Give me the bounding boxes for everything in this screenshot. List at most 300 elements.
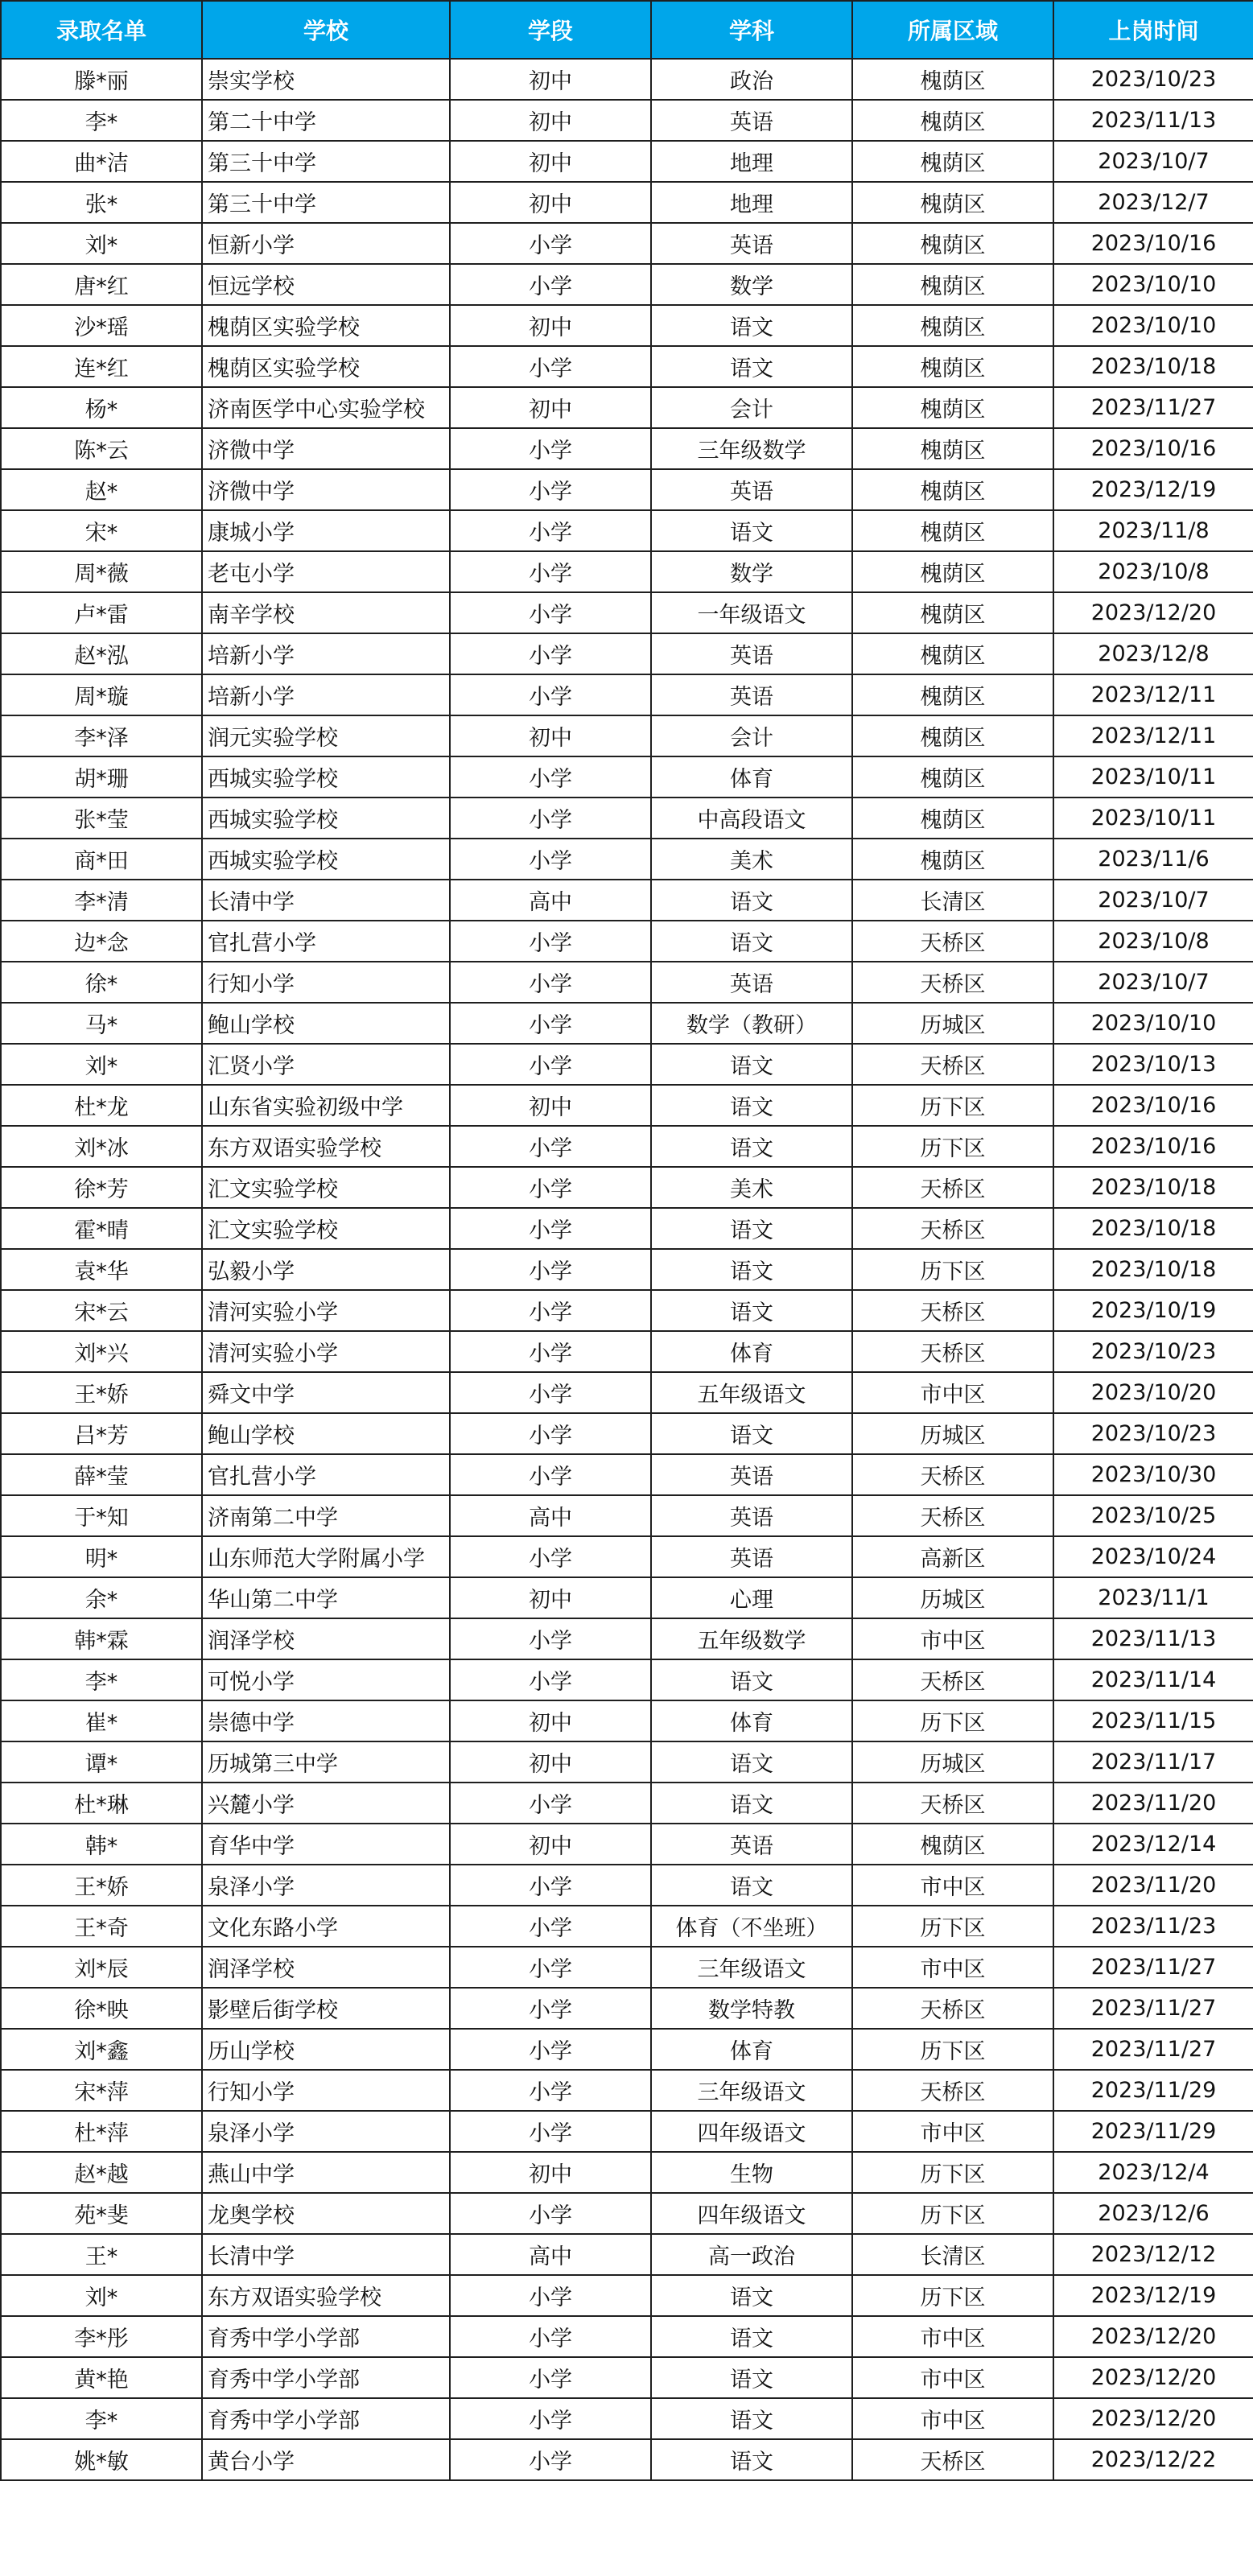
cell-district: 槐荫区 [852, 715, 1053, 756]
cell-district: 历城区 [852, 1003, 1053, 1044]
cell-start-date: 2023/12/20 [1053, 2398, 1253, 2439]
cell-district: 历下区 [852, 2275, 1053, 2316]
cell-district: 天桥区 [852, 1454, 1053, 1495]
cell-name: 韩* [1, 1824, 202, 1865]
cell-school: 第三十中学 [202, 141, 450, 182]
table-row [1, 880, 1253, 921]
cell-stage: 小学 [450, 510, 651, 551]
cell-district: 天桥区 [852, 962, 1053, 1003]
cell-stage: 小学 [450, 1783, 651, 1824]
cell-stage: 小学 [450, 839, 651, 880]
cell-start-date: 2023/11/14 [1053, 1659, 1253, 1700]
cell-school: 可悦小学 [202, 1659, 450, 1700]
cell-start-date: 2023/10/8 [1053, 921, 1253, 962]
cell-subject: 英语 [651, 633, 852, 674]
cell-school: 清河实验小学 [202, 1331, 450, 1372]
cell-school: 行知小学 [202, 2070, 450, 2111]
cell-school: 山东师范大学附属小学 [202, 1536, 450, 1577]
cell-district: 市中区 [852, 2398, 1053, 2439]
cell-stage: 初中 [450, 59, 651, 100]
table-row [1, 1536, 1253, 1577]
table-row [1, 428, 1253, 469]
cell-start-date: 2023/12/6 [1053, 2193, 1253, 2234]
header-subject: 学科 [651, 1, 852, 59]
cell-name: 曲*洁 [1, 141, 202, 182]
cell-stage: 小学 [450, 756, 651, 798]
header-row [1, 1, 1253, 59]
cell-stage: 初中 [450, 715, 651, 756]
table-row [1, 551, 1253, 592]
cell-district: 天桥区 [852, 1495, 1053, 1536]
cell-subject: 语文 [651, 305, 852, 346]
cell-school: 弘毅小学 [202, 1249, 450, 1290]
cell-name: 陈*云 [1, 428, 202, 469]
cell-school: 南辛学校 [202, 592, 450, 633]
cell-district: 市中区 [852, 2357, 1053, 2398]
table-row [1, 141, 1253, 182]
cell-subject: 政治 [651, 59, 852, 100]
cell-school: 育华中学 [202, 1824, 450, 1865]
cell-name: 刘* [1, 1044, 202, 1085]
cell-start-date: 2023/10/10 [1053, 305, 1253, 346]
cell-school: 东方双语实验学校 [202, 1126, 450, 1167]
cell-district: 天桥区 [852, 1331, 1053, 1372]
cell-subject: 语文 [651, 2316, 852, 2357]
cell-district: 天桥区 [852, 2070, 1053, 2111]
cell-district: 市中区 [852, 2316, 1053, 2357]
cell-start-date: 2023/10/16 [1053, 428, 1253, 469]
cell-subject: 体育 [651, 756, 852, 798]
cell-district: 槐荫区 [852, 469, 1053, 510]
cell-school: 恒新小学 [202, 223, 450, 264]
cell-subject: 四年级语文 [651, 2111, 852, 2152]
header-start-date: 上岗时间 [1053, 1, 1253, 59]
table-row [1, 1659, 1253, 1700]
cell-stage: 小学 [450, 1331, 651, 1372]
cell-stage: 小学 [450, 1249, 651, 1290]
cell-district: 市中区 [852, 1618, 1053, 1659]
cell-stage: 小学 [450, 2193, 651, 2234]
cell-start-date: 2023/10/18 [1053, 346, 1253, 387]
cell-school: 山东省实验初级中学 [202, 1085, 450, 1126]
cell-subject: 高一政治 [651, 2234, 852, 2275]
table-row [1, 1577, 1253, 1618]
cell-subject: 美术 [651, 1167, 852, 1208]
cell-start-date: 2023/10/23 [1053, 1413, 1253, 1454]
cell-stage: 小学 [450, 1290, 651, 1331]
cell-subject: 英语 [651, 1536, 852, 1577]
cell-school: 官扎营小学 [202, 921, 450, 962]
cell-start-date: 2023/10/24 [1053, 1536, 1253, 1577]
cell-start-date: 2023/10/23 [1053, 1331, 1253, 1372]
table-row [1, 756, 1253, 798]
cell-stage: 小学 [450, 798, 651, 839]
cell-start-date: 2023/12/14 [1053, 1824, 1253, 1865]
cell-stage: 小学 [450, 2111, 651, 2152]
cell-school: 济微中学 [202, 428, 450, 469]
cell-name: 徐*芳 [1, 1167, 202, 1208]
cell-subject: 英语 [651, 469, 852, 510]
cell-district: 槐荫区 [852, 141, 1053, 182]
cell-name: 刘* [1, 2275, 202, 2316]
cell-stage: 小学 [450, 1208, 651, 1249]
cell-start-date: 2023/11/13 [1053, 100, 1253, 141]
cell-subject: 会计 [651, 387, 852, 428]
cell-name: 刘*辰 [1, 1947, 202, 1988]
table-row [1, 2193, 1253, 2234]
cell-school: 济微中学 [202, 469, 450, 510]
cell-stage: 小学 [450, 633, 651, 674]
table-body [1, 59, 1253, 2480]
cell-district: 槐荫区 [852, 428, 1053, 469]
table-row [1, 2111, 1253, 2152]
cell-stage: 小学 [450, 2439, 651, 2480]
table-row [1, 2275, 1253, 2316]
cell-start-date: 2023/12/20 [1053, 2357, 1253, 2398]
cell-school: 历城第三中学 [202, 1741, 450, 1783]
cell-start-date: 2023/11/20 [1053, 1865, 1253, 1906]
cell-district: 槐荫区 [852, 798, 1053, 839]
cell-name: 赵*越 [1, 2152, 202, 2193]
table-row [1, 1372, 1253, 1413]
cell-stage: 小学 [450, 551, 651, 592]
table-row [1, 1126, 1253, 1167]
cell-district: 槐荫区 [852, 305, 1053, 346]
cell-subject: 语文 [651, 1741, 852, 1783]
cell-name: 苑*斐 [1, 2193, 202, 2234]
cell-subject: 数学特教 [651, 1988, 852, 2029]
cell-subject: 英语 [651, 1454, 852, 1495]
cell-name: 李*泽 [1, 715, 202, 756]
cell-district: 槐荫区 [852, 839, 1053, 880]
cell-name: 王*娇 [1, 1865, 202, 1906]
cell-name: 王*奇 [1, 1906, 202, 1947]
cell-start-date: 2023/10/18 [1053, 1167, 1253, 1208]
cell-school: 第三十中学 [202, 182, 450, 223]
cell-name: 张* [1, 182, 202, 223]
cell-start-date: 2023/11/15 [1053, 1700, 1253, 1741]
table-row [1, 715, 1253, 756]
cell-subject: 语文 [651, 1249, 852, 1290]
cell-stage: 高中 [450, 1495, 651, 1536]
cell-start-date: 2023/10/18 [1053, 1249, 1253, 1290]
cell-stage: 小学 [450, 1372, 651, 1413]
cell-district: 历下区 [852, 2193, 1053, 2234]
cell-district: 槐荫区 [852, 510, 1053, 551]
cell-subject: 地理 [651, 182, 852, 223]
cell-subject: 体育 [651, 2029, 852, 2070]
cell-district: 市中区 [852, 1947, 1053, 1988]
table-row [1, 510, 1253, 551]
cell-start-date: 2023/10/16 [1053, 1085, 1253, 1126]
cell-stage: 小学 [450, 1413, 651, 1454]
cell-school: 鲍山学校 [202, 1413, 450, 1454]
cell-school: 清河实验小学 [202, 1290, 450, 1331]
cell-district: 槐荫区 [852, 100, 1053, 141]
cell-subject: 语文 [651, 2439, 852, 2480]
cell-district: 槐荫区 [852, 387, 1053, 428]
cell-subject: 数学 [651, 264, 852, 305]
cell-district: 天桥区 [852, 1044, 1053, 1085]
cell-school: 长清中学 [202, 2234, 450, 2275]
cell-stage: 初中 [450, 182, 651, 223]
cell-subject: 会计 [651, 715, 852, 756]
cell-name: 杨* [1, 387, 202, 428]
cell-school: 华山第二中学 [202, 1577, 450, 1618]
cell-subject: 语文 [651, 510, 852, 551]
cell-start-date: 2023/11/13 [1053, 1618, 1253, 1659]
table-row [1, 1167, 1253, 1208]
cell-stage: 小学 [450, 1454, 651, 1495]
cell-district: 槐荫区 [852, 633, 1053, 674]
cell-stage: 初中 [450, 1085, 651, 1126]
cell-subject: 心理 [651, 1577, 852, 1618]
table-row [1, 264, 1253, 305]
cell-start-date: 2023/12/11 [1053, 715, 1253, 756]
table-row [1, 2234, 1253, 2275]
cell-school: 老屯小学 [202, 551, 450, 592]
table-row [1, 1249, 1253, 1290]
table-row [1, 921, 1253, 962]
cell-stage: 小学 [450, 1947, 651, 1988]
cell-school: 恒远学校 [202, 264, 450, 305]
cell-school: 官扎营小学 [202, 1454, 450, 1495]
cell-stage: 小学 [450, 469, 651, 510]
cell-name: 张*莹 [1, 798, 202, 839]
cell-start-date: 2023/11/8 [1053, 510, 1253, 551]
cell-name: 袁*华 [1, 1249, 202, 1290]
cell-school: 育秀中学小学部 [202, 2316, 450, 2357]
cell-stage: 小学 [450, 1536, 651, 1577]
table-row [1, 100, 1253, 141]
cell-start-date: 2023/10/10 [1053, 1003, 1253, 1044]
cell-stage: 小学 [450, 1167, 651, 1208]
cell-stage: 小学 [450, 1906, 651, 1947]
cell-subject: 语文 [651, 1290, 852, 1331]
cell-start-date: 2023/11/29 [1053, 2111, 1253, 2152]
cell-district: 天桥区 [852, 1167, 1053, 1208]
cell-name: 周*璇 [1, 674, 202, 715]
cell-school: 泉泽小学 [202, 2111, 450, 2152]
cell-district: 历城区 [852, 1413, 1053, 1454]
cell-start-date: 2023/12/19 [1053, 2275, 1253, 2316]
cell-name: 宋*云 [1, 1290, 202, 1331]
cell-school: 第二十中学 [202, 100, 450, 141]
table-row [1, 1085, 1253, 1126]
cell-stage: 初中 [450, 387, 651, 428]
cell-name: 唐*红 [1, 264, 202, 305]
cell-subject: 语文 [651, 1659, 852, 1700]
cell-school: 培新小学 [202, 633, 450, 674]
table-row [1, 2152, 1253, 2193]
table-row [1, 1906, 1253, 1947]
cell-start-date: 2023/11/27 [1053, 1947, 1253, 1988]
cell-name: 刘* [1, 223, 202, 264]
cell-district: 槐荫区 [852, 592, 1053, 633]
table-row [1, 2316, 1253, 2357]
cell-stage: 小学 [450, 2398, 651, 2439]
cell-stage: 小学 [450, 674, 651, 715]
cell-name: 李*彤 [1, 2316, 202, 2357]
cell-name: 宋*萍 [1, 2070, 202, 2111]
cell-district: 历下区 [852, 1906, 1053, 1947]
cell-district: 历下区 [852, 1700, 1053, 1741]
cell-subject: 英语 [651, 1495, 852, 1536]
cell-start-date: 2023/10/16 [1053, 223, 1253, 264]
cell-name: 滕*丽 [1, 59, 202, 100]
cell-school: 崇德中学 [202, 1700, 450, 1741]
cell-start-date: 2023/10/8 [1053, 551, 1253, 592]
table-row [1, 1454, 1253, 1495]
cell-district: 槐荫区 [852, 1824, 1053, 1865]
cell-subject: 五年级数学 [651, 1618, 852, 1659]
cell-district: 槐荫区 [852, 182, 1053, 223]
table-row [1, 2398, 1253, 2439]
cell-stage: 初中 [450, 305, 651, 346]
cell-district: 槐荫区 [852, 551, 1053, 592]
cell-subject: 英语 [651, 223, 852, 264]
cell-name: 马* [1, 1003, 202, 1044]
cell-start-date: 2023/11/27 [1053, 2029, 1253, 2070]
cell-start-date: 2023/10/16 [1053, 1126, 1253, 1167]
cell-name: 胡*珊 [1, 756, 202, 798]
cell-name: 余* [1, 1577, 202, 1618]
cell-stage: 小学 [450, 1988, 651, 2029]
header-name: 录取名单 [1, 1, 202, 59]
table-row [1, 1618, 1253, 1659]
cell-school: 燕山中学 [202, 2152, 450, 2193]
cell-subject: 语文 [651, 1865, 852, 1906]
cell-stage: 小学 [450, 1126, 651, 1167]
cell-name: 赵*泓 [1, 633, 202, 674]
cell-district: 长清区 [852, 2234, 1053, 2275]
cell-district: 槐荫区 [852, 674, 1053, 715]
cell-school: 泉泽小学 [202, 1865, 450, 1906]
cell-subject: 英语 [651, 100, 852, 141]
cell-subject: 语文 [651, 1413, 852, 1454]
cell-name: 杜*萍 [1, 2111, 202, 2152]
cell-name: 徐*映 [1, 1988, 202, 2029]
cell-district: 天桥区 [852, 1208, 1053, 1249]
cell-school: 育秀中学小学部 [202, 2398, 450, 2439]
cell-stage: 初中 [450, 1700, 651, 1741]
cell-school: 润泽学校 [202, 1618, 450, 1659]
cell-start-date: 2023/11/6 [1053, 839, 1253, 880]
cell-name: 杜*琳 [1, 1783, 202, 1824]
cell-start-date: 2023/10/11 [1053, 798, 1253, 839]
cell-school: 润元实验学校 [202, 715, 450, 756]
cell-start-date: 2023/12/7 [1053, 182, 1253, 223]
cell-name: 商*田 [1, 839, 202, 880]
header-stage: 学段 [450, 1, 651, 59]
cell-subject: 语文 [651, 346, 852, 387]
cell-subject: 语文 [651, 2275, 852, 2316]
cell-name: 宋* [1, 510, 202, 551]
table-row [1, 346, 1253, 387]
cell-district: 历城区 [852, 1741, 1053, 1783]
cell-stage: 初中 [450, 2152, 651, 2193]
cell-district: 市中区 [852, 1865, 1053, 1906]
cell-start-date: 2023/12/8 [1053, 633, 1253, 674]
cell-start-date: 2023/11/1 [1053, 1577, 1253, 1618]
cell-name: 卢*雷 [1, 592, 202, 633]
cell-school: 槐荫区实验学校 [202, 346, 450, 387]
cell-name: 李* [1, 100, 202, 141]
cell-stage: 小学 [450, 2029, 651, 2070]
cell-start-date: 2023/10/7 [1053, 141, 1253, 182]
cell-subject: 语文 [651, 880, 852, 921]
header-district: 所属区域 [852, 1, 1053, 59]
cell-name: 韩*霖 [1, 1618, 202, 1659]
cell-name: 霍*晴 [1, 1208, 202, 1249]
table-row [1, 1988, 1253, 2029]
table-row [1, 1947, 1253, 1988]
cell-school: 龙奥学校 [202, 2193, 450, 2234]
cell-start-date: 2023/10/13 [1053, 1044, 1253, 1085]
cell-name: 沙*瑶 [1, 305, 202, 346]
cell-subject: 三年级语文 [651, 1947, 852, 1988]
cell-subject: 体育 [651, 1700, 852, 1741]
cell-start-date: 2023/12/19 [1053, 469, 1253, 510]
cell-school: 影壁后街学校 [202, 1988, 450, 2029]
cell-subject: 语文 [651, 1126, 852, 1167]
cell-district: 历城区 [852, 1577, 1053, 1618]
cell-district: 长清区 [852, 880, 1053, 921]
cell-subject: 英语 [651, 1824, 852, 1865]
cell-school: 育秀中学小学部 [202, 2357, 450, 2398]
cell-start-date: 2023/12/11 [1053, 674, 1253, 715]
cell-name: 明* [1, 1536, 202, 1577]
cell-district: 天桥区 [852, 2439, 1053, 2480]
table-row [1, 2029, 1253, 2070]
cell-start-date: 2023/10/20 [1053, 1372, 1253, 1413]
header-school: 学校 [202, 1, 450, 59]
cell-district: 历下区 [852, 1126, 1053, 1167]
cell-start-date: 2023/11/17 [1053, 1741, 1253, 1783]
cell-stage: 小学 [450, 962, 651, 1003]
cell-district: 天桥区 [852, 1783, 1053, 1824]
cell-start-date: 2023/12/20 [1053, 592, 1253, 633]
cell-school: 兴麓小学 [202, 1783, 450, 1824]
cell-stage: 初中 [450, 100, 651, 141]
cell-name: 薛*莹 [1, 1454, 202, 1495]
cell-school: 汇贤小学 [202, 1044, 450, 1085]
cell-stage: 小学 [450, 592, 651, 633]
cell-name: 于*知 [1, 1495, 202, 1536]
cell-start-date: 2023/11/27 [1053, 387, 1253, 428]
cell-name: 王* [1, 2234, 202, 2275]
cell-stage: 初中 [450, 1824, 651, 1865]
cell-stage: 初中 [450, 141, 651, 182]
table-row [1, 1783, 1253, 1824]
cell-school: 汇文实验学校 [202, 1208, 450, 1249]
cell-name: 谭* [1, 1741, 202, 1783]
cell-stage: 小学 [450, 921, 651, 962]
table-row [1, 2439, 1253, 2480]
cell-start-date: 2023/12/20 [1053, 2316, 1253, 2357]
cell-name: 徐* [1, 962, 202, 1003]
table-row [1, 1700, 1253, 1741]
table-row [1, 962, 1253, 1003]
cell-name: 连*红 [1, 346, 202, 387]
table-row [1, 1208, 1253, 1249]
table-row [1, 1495, 1253, 1536]
cell-school: 西城实验学校 [202, 798, 450, 839]
cell-subject: 语文 [651, 1783, 852, 1824]
cell-start-date: 2023/12/12 [1053, 2234, 1253, 2275]
cell-district: 槐荫区 [852, 264, 1053, 305]
cell-subject: 语文 [651, 2357, 852, 2398]
